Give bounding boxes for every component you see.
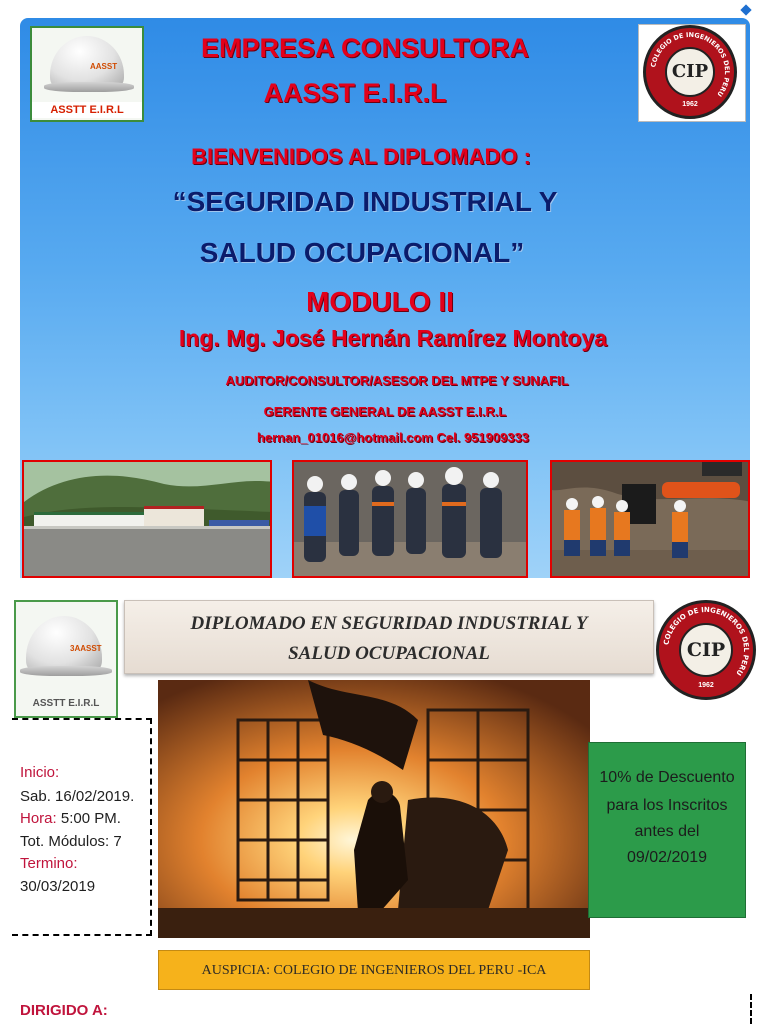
- course-title-line2: SALUD OCUPACIONAL”: [199, 237, 525, 268]
- svg-text:COLEGIO DE INGENIEROS DEL PERU: COLEGIO DE INGENIEROS DEL PERU: [649, 30, 732, 99]
- flyer-helmet-brim: [20, 666, 112, 676]
- instructor-role: AUDITOR/CONSULTOR/ASESOR DEL MTPE Y SUNAFIL: [225, 373, 569, 388]
- hour-row: [20, 810, 121, 827]
- course-title-line1: “SEGURIDAD INDUSTRIAL Y: [172, 186, 558, 217]
- discount-line1: 10% de Descuento: [599, 769, 735, 786]
- flyer-logo-text: ASSTT E.I.R.L: [32, 698, 100, 709]
- svg-text:COLEGIO DE INGENIEROS DEL PERU: COLEGIO DE INGENIEROS DEL PERU: [662, 605, 751, 677]
- start-label: Inicio:: [20, 764, 60, 781]
- schedule-box: [12, 718, 152, 936]
- discount-box: [588, 742, 746, 918]
- end-date: 30/03/2019: [20, 878, 96, 895]
- flyer-title-box: [124, 600, 654, 674]
- total-modules: Tot. Módulos: 7: [20, 833, 122, 850]
- dashed-frame-corner: [736, 994, 752, 1024]
- instructor-contact: hernan_01016@hotmail.com Cel. 951909333: [256, 430, 530, 445]
- construction-photo: [158, 680, 590, 938]
- workers-photo: [292, 460, 528, 578]
- welcome-heading: BIENVENIDOS AL DIPLOMADO :: [191, 144, 531, 169]
- company-name-line1: EMPRESA CONSULTORA: [200, 33, 530, 63]
- slide-bullet-icon: [740, 4, 751, 15]
- target-audience-label: DIRIGIDO A:: [20, 1002, 108, 1019]
- flyer-title-line2: SALUD OCUPACIONAL: [288, 643, 490, 664]
- sponsor-banner: AUSPICIA: COLEGIO DE INGENIEROS DEL PERU -ICA: [158, 950, 590, 990]
- flyer-seal-letters: CIP: [686, 639, 726, 661]
- mine-image: [552, 462, 750, 578]
- company-name-line2: AASST E.I.R.L: [263, 78, 447, 108]
- seal-letters: CIP: [671, 61, 709, 82]
- hour-label: Hora:: [20, 810, 57, 827]
- diplomado-flyer: [12, 594, 762, 1024]
- discount-line4: 09/02/2019: [626, 849, 708, 866]
- flyer-helmet-label: 3AASST: [70, 644, 102, 653]
- flyer-cip-seal: [652, 596, 758, 704]
- flyer-seal-ring: [656, 600, 756, 700]
- discount-line2: para los Inscritos: [606, 797, 728, 814]
- flyer-seal-center: [679, 623, 733, 677]
- hour-value: 5:00 PM.: [56, 810, 121, 827]
- instructor-position: GERENTE GENERAL DE AASST E.I.R.L: [263, 404, 507, 419]
- helmet-label: AASST: [90, 62, 118, 71]
- flyer-seal-year: 1962: [698, 682, 714, 689]
- flyer-title-line1: DIPLOMADO EN SEGURIDAD INDUSTRIAL Y: [190, 613, 588, 634]
- welcome-slide: [20, 18, 750, 578]
- end-label: Termino:: [20, 855, 78, 872]
- discount-line3: antes del: [634, 823, 700, 840]
- start-date: Sab. 16/02/2019.: [20, 788, 135, 805]
- module-heading: MODULO II: [306, 286, 454, 317]
- flyer-aasst-logo: [14, 600, 118, 718]
- logo-text: ASSTT E.I.R.L: [32, 102, 142, 118]
- facility-image: [24, 462, 272, 578]
- facility-photo: [22, 460, 272, 578]
- mine-photo: [550, 460, 750, 578]
- workers-image: [294, 462, 528, 578]
- seal-year: 1962: [682, 101, 698, 108]
- construction-image: [158, 680, 590, 938]
- instructor-name: Ing. Mg. José Hernán Ramírez Montoya: [178, 325, 608, 351]
